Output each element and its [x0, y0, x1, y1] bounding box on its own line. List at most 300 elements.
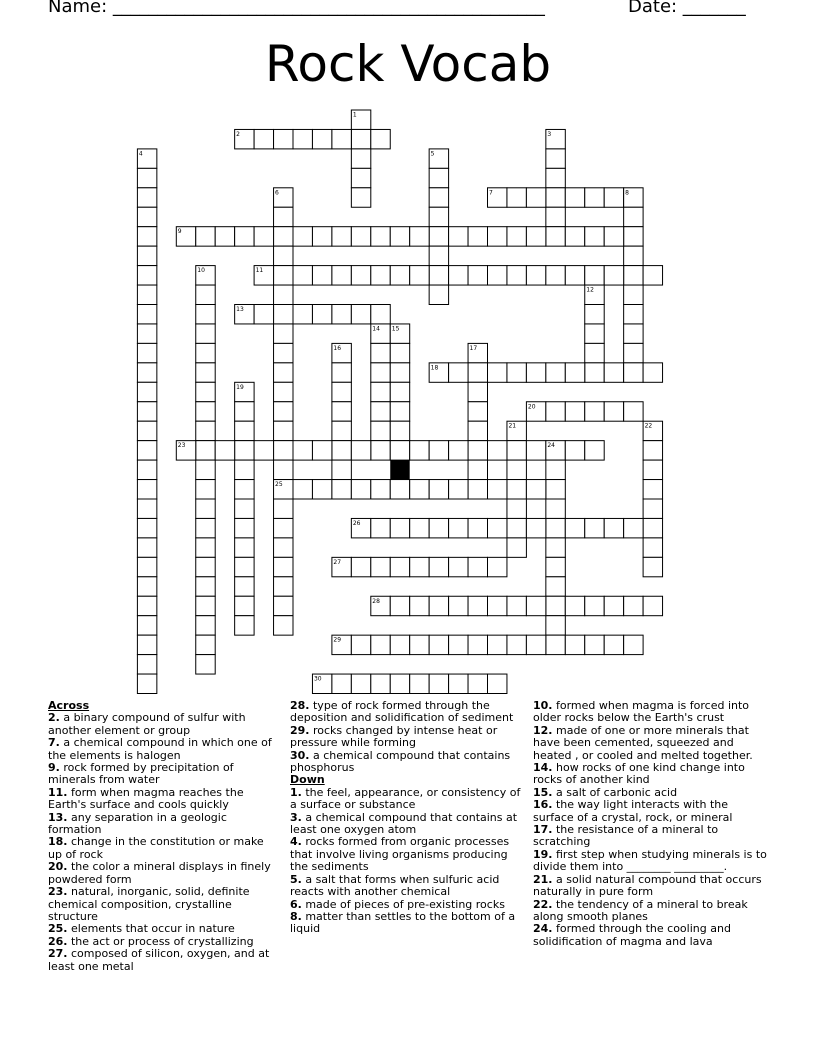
grid-cell[interactable]: [410, 480, 429, 499]
grid-cell[interactable]: [293, 129, 312, 148]
grid-cell[interactable]: [507, 480, 526, 499]
grid-cell[interactable]: [137, 480, 156, 499]
grid-cell[interactable]: [274, 207, 293, 226]
grid-cell[interactable]: [546, 188, 565, 207]
grid-cell[interactable]: [351, 149, 370, 168]
grid-cell[interactable]: [196, 305, 215, 324]
grid-cell[interactable]: [274, 616, 293, 635]
grid-cell[interactable]: [137, 382, 156, 401]
grid-cell[interactable]: [624, 285, 643, 304]
grid-cell[interactable]: [274, 441, 293, 460]
grid-cell[interactable]: [137, 305, 156, 324]
grid-cell[interactable]: [235, 480, 254, 499]
grid-cell[interactable]: [137, 188, 156, 207]
grid-cell[interactable]: [312, 227, 331, 246]
grid-cell[interactable]: [546, 480, 565, 499]
grid-cell[interactable]: [488, 480, 507, 499]
grid-cell[interactable]: [196, 635, 215, 654]
grid-cell[interactable]: [137, 266, 156, 285]
grid-cell[interactable]: [274, 382, 293, 401]
grid-cell[interactable]: [332, 305, 351, 324]
grid-cell[interactable]: [196, 538, 215, 557]
grid-cell[interactable]: [565, 635, 584, 654]
grid-cell[interactable]: [410, 635, 429, 654]
grid-cell[interactable]: [429, 227, 448, 246]
grid-cell[interactable]: [449, 363, 468, 382]
grid-cell[interactable]: [390, 518, 409, 537]
grid-cell[interactable]: [137, 538, 156, 557]
grid-cell[interactable]: [507, 227, 526, 246]
grid-cell[interactable]: [624, 402, 643, 421]
grid-cell[interactable]: [526, 596, 545, 615]
grid-cell[interactable]: [351, 227, 370, 246]
grid-cell[interactable]: [507, 266, 526, 285]
grid-cell[interactable]: [410, 557, 429, 576]
grid-cell[interactable]: [468, 557, 487, 576]
grid-cell[interactable]: [137, 402, 156, 421]
grid-cell[interactable]: [546, 538, 565, 557]
grid-cell[interactable]: [468, 480, 487, 499]
grid-cell[interactable]: [351, 129, 370, 148]
grid-cell[interactable]: [449, 518, 468, 537]
grid-cell[interactable]: [196, 421, 215, 440]
grid-cell[interactable]: [585, 518, 604, 537]
grid-cell[interactable]: [196, 343, 215, 362]
grid-cell[interactable]: [137, 518, 156, 537]
grid-cell[interactable]: [274, 305, 293, 324]
grid-cell[interactable]: [488, 596, 507, 615]
grid-cell[interactable]: [643, 518, 662, 537]
grid-cell[interactable]: [215, 441, 234, 460]
grid-cell[interactable]: [390, 227, 409, 246]
grid-cell[interactable]: [643, 480, 662, 499]
grid-cell[interactable]: [196, 499, 215, 518]
grid-cell[interactable]: [235, 402, 254, 421]
grid-cell[interactable]: [526, 635, 545, 654]
grid-cell[interactable]: [429, 635, 448, 654]
grid-cell[interactable]: [546, 363, 565, 382]
grid-cell[interactable]: [371, 441, 390, 460]
grid-cell[interactable]: [312, 305, 331, 324]
grid-cell[interactable]: [507, 596, 526, 615]
grid-cell[interactable]: [274, 518, 293, 537]
grid-cell[interactable]: [196, 480, 215, 499]
grid-cell[interactable]: [429, 557, 448, 576]
grid-cell[interactable]: [585, 402, 604, 421]
grid-cell[interactable]: [196, 577, 215, 596]
grid-cell[interactable]: [137, 168, 156, 187]
grid-cell[interactable]: [546, 460, 565, 479]
grid-cell[interactable]: [643, 441, 662, 460]
grid-cell[interactable]: [546, 616, 565, 635]
grid-cell[interactable]: [546, 596, 565, 615]
grid-cell[interactable]: [390, 635, 409, 654]
grid-cell[interactable]: [410, 674, 429, 693]
grid-cell[interactable]: [468, 421, 487, 440]
grid-cell[interactable]: [351, 266, 370, 285]
grid-cell[interactable]: [235, 460, 254, 479]
grid-cell[interactable]: [235, 441, 254, 460]
grid-cell[interactable]: [410, 266, 429, 285]
grid-cell[interactable]: [371, 402, 390, 421]
grid-cell[interactable]: [429, 188, 448, 207]
grid-cell[interactable]: [643, 499, 662, 518]
grid-cell[interactable]: [507, 499, 526, 518]
grid-cell[interactable]: [410, 596, 429, 615]
grid-cell[interactable]: [235, 557, 254, 576]
grid-cell[interactable]: [390, 421, 409, 440]
grid-cell[interactable]: [585, 188, 604, 207]
grid-cell[interactable]: [196, 363, 215, 382]
grid-cell[interactable]: [274, 460, 293, 479]
grid-cell[interactable]: [254, 441, 273, 460]
grid-cell[interactable]: [624, 635, 643, 654]
grid-cell[interactable]: [196, 596, 215, 615]
grid-cell[interactable]: [351, 168, 370, 187]
grid-cell[interactable]: [526, 518, 545, 537]
grid-cell[interactable]: [332, 363, 351, 382]
grid-cell[interactable]: [274, 266, 293, 285]
grid-cell[interactable]: [410, 518, 429, 537]
grid-cell[interactable]: [274, 363, 293, 382]
grid-cell[interactable]: [196, 285, 215, 304]
grid-cell[interactable]: [371, 635, 390, 654]
grid-cell[interactable]: [390, 557, 409, 576]
grid-cell[interactable]: [585, 266, 604, 285]
grid-cell[interactable]: [137, 499, 156, 518]
grid-cell[interactable]: [488, 266, 507, 285]
grid-cell[interactable]: [546, 266, 565, 285]
grid-cell[interactable]: [196, 227, 215, 246]
grid-cell[interactable]: [410, 227, 429, 246]
grid-cell[interactable]: [604, 363, 623, 382]
grid-cell[interactable]: [488, 441, 507, 460]
grid-cell[interactable]: [468, 441, 487, 460]
grid-cell[interactable]: [312, 266, 331, 285]
grid-cell[interactable]: [235, 421, 254, 440]
grid-cell[interactable]: [390, 402, 409, 421]
grid-cell[interactable]: [546, 557, 565, 576]
grid-cell[interactable]: [526, 266, 545, 285]
grid-cell[interactable]: [390, 674, 409, 693]
grid-cell[interactable]: [274, 538, 293, 557]
grid-cell[interactable]: [235, 499, 254, 518]
grid-cell[interactable]: [507, 635, 526, 654]
grid-cell[interactable]: [488, 518, 507, 537]
grid-cell[interactable]: [624, 246, 643, 265]
grid-cell[interactable]: [235, 538, 254, 557]
grid-cell[interactable]: [565, 441, 584, 460]
grid-cell[interactable]: [565, 188, 584, 207]
grid-cell[interactable]: [565, 402, 584, 421]
grid-cell[interactable]: [137, 557, 156, 576]
grid-cell[interactable]: [351, 188, 370, 207]
grid-cell[interactable]: [624, 518, 643, 537]
grid-cell[interactable]: [137, 616, 156, 635]
grid-cell[interactable]: [643, 557, 662, 576]
grid-cell[interactable]: [585, 596, 604, 615]
grid-cell[interactable]: [196, 518, 215, 537]
grid-cell[interactable]: [468, 402, 487, 421]
grid-cell[interactable]: [390, 382, 409, 401]
grid-cell[interactable]: [468, 266, 487, 285]
grid-cell[interactable]: [137, 674, 156, 693]
grid-cell[interactable]: [254, 129, 273, 148]
grid-cell[interactable]: [449, 674, 468, 693]
grid-cell[interactable]: [274, 324, 293, 343]
grid-cell[interactable]: [624, 324, 643, 343]
grid-cell[interactable]: [137, 635, 156, 654]
grid-cell[interactable]: [526, 363, 545, 382]
grid-cell[interactable]: [254, 227, 273, 246]
grid-cell[interactable]: [371, 480, 390, 499]
grid-cell[interactable]: [585, 324, 604, 343]
grid-cell[interactable]: [624, 596, 643, 615]
grid-cell[interactable]: [526, 227, 545, 246]
grid-cell[interactable]: [196, 324, 215, 343]
grid-cell[interactable]: [235, 227, 254, 246]
grid-cell[interactable]: [274, 129, 293, 148]
grid-cell[interactable]: [312, 129, 331, 148]
grid-cell[interactable]: [137, 207, 156, 226]
grid-cell[interactable]: [585, 305, 604, 324]
grid-cell[interactable]: [274, 285, 293, 304]
grid-cell[interactable]: [274, 402, 293, 421]
grid-cell[interactable]: [507, 363, 526, 382]
grid-cell[interactable]: [351, 674, 370, 693]
grid-cell[interactable]: [468, 227, 487, 246]
grid-cell[interactable]: [274, 596, 293, 615]
grid-cell[interactable]: [371, 343, 390, 362]
grid-cell[interactable]: [604, 266, 623, 285]
grid-cell[interactable]: [137, 596, 156, 615]
grid-cell[interactable]: [429, 246, 448, 265]
grid-cell[interactable]: [137, 441, 156, 460]
grid-cell[interactable]: [390, 343, 409, 362]
grid-cell[interactable]: [468, 596, 487, 615]
grid-cell[interactable]: [429, 207, 448, 226]
grid-cell[interactable]: [429, 266, 448, 285]
grid-cell[interactable]: [351, 635, 370, 654]
grid-cell[interactable]: [390, 363, 409, 382]
grid-cell[interactable]: [371, 518, 390, 537]
grid-cell[interactable]: [390, 266, 409, 285]
grid-cell[interactable]: [624, 305, 643, 324]
grid-cell[interactable]: [565, 518, 584, 537]
grid-cell[interactable]: [449, 480, 468, 499]
grid-cell[interactable]: [215, 227, 234, 246]
grid-cell[interactable]: [371, 557, 390, 576]
grid-cell[interactable]: [585, 363, 604, 382]
grid-cell[interactable]: [643, 538, 662, 557]
grid-cell[interactable]: [546, 577, 565, 596]
grid-cell[interactable]: [274, 421, 293, 440]
grid-cell[interactable]: [449, 596, 468, 615]
grid-cell[interactable]: [293, 266, 312, 285]
grid-cell[interactable]: [410, 441, 429, 460]
grid-cell[interactable]: [507, 188, 526, 207]
grid-cell[interactable]: [137, 363, 156, 382]
grid-cell[interactable]: [196, 460, 215, 479]
grid-cell[interactable]: [137, 246, 156, 265]
grid-cell[interactable]: [254, 305, 273, 324]
grid-cell[interactable]: [332, 441, 351, 460]
grid-cell[interactable]: [196, 402, 215, 421]
grid-cell[interactable]: [274, 343, 293, 362]
grid-cell[interactable]: [488, 635, 507, 654]
grid-cell[interactable]: [468, 363, 487, 382]
grid-cell[interactable]: [371, 674, 390, 693]
grid-cell[interactable]: [196, 616, 215, 635]
grid-cell[interactable]: [449, 557, 468, 576]
name-field[interactable]: Name: ________________________________________________: [48, 0, 545, 17]
grid-cell[interactable]: [643, 363, 662, 382]
grid-cell[interactable]: [643, 266, 662, 285]
grid-cell[interactable]: [293, 305, 312, 324]
grid-cell[interactable]: [332, 460, 351, 479]
grid-cell[interactable]: [371, 305, 390, 324]
grid-cell[interactable]: [488, 363, 507, 382]
grid-cell[interactable]: [371, 382, 390, 401]
grid-cell[interactable]: [332, 480, 351, 499]
grid-cell[interactable]: [332, 129, 351, 148]
grid-cell[interactable]: [488, 674, 507, 693]
grid-cell[interactable]: [371, 363, 390, 382]
grid-cell[interactable]: [468, 635, 487, 654]
grid-cell[interactable]: [488, 557, 507, 576]
grid-cell[interactable]: [332, 674, 351, 693]
grid-cell[interactable]: [624, 343, 643, 362]
grid-cell[interactable]: [332, 266, 351, 285]
grid-cell[interactable]: [585, 635, 604, 654]
grid-cell[interactable]: [546, 635, 565, 654]
grid-cell[interactable]: [429, 674, 448, 693]
grid-cell[interactable]: [371, 421, 390, 440]
grid-cell[interactable]: [137, 343, 156, 362]
grid-cell[interactable]: [546, 207, 565, 226]
grid-cell[interactable]: [488, 227, 507, 246]
grid-cell[interactable]: [468, 460, 487, 479]
grid-cell[interactable]: [468, 382, 487, 401]
grid-cell[interactable]: [235, 577, 254, 596]
grid-cell[interactable]: [371, 266, 390, 285]
grid-cell[interactable]: [196, 557, 215, 576]
grid-cell[interactable]: [274, 557, 293, 576]
grid-cell[interactable]: [429, 518, 448, 537]
date-field[interactable]: Date: _______: [628, 0, 746, 17]
grid-cell[interactable]: [546, 402, 565, 421]
grid-cell[interactable]: [332, 227, 351, 246]
grid-cell[interactable]: [429, 480, 448, 499]
grid-cell[interactable]: [274, 499, 293, 518]
grid-cell[interactable]: [546, 168, 565, 187]
grid-cell[interactable]: [137, 421, 156, 440]
grid-cell[interactable]: [312, 441, 331, 460]
grid-cell[interactable]: [274, 227, 293, 246]
grid-cell[interactable]: [624, 363, 643, 382]
grid-cell[interactable]: [449, 441, 468, 460]
grid-cell[interactable]: [507, 441, 526, 460]
grid-cell[interactable]: [565, 363, 584, 382]
grid-cell[interactable]: [643, 460, 662, 479]
grid-cell[interactable]: [624, 266, 643, 285]
grid-cell[interactable]: [235, 596, 254, 615]
grid-cell[interactable]: [604, 635, 623, 654]
grid-cell[interactable]: [332, 402, 351, 421]
grid-cell[interactable]: [137, 655, 156, 674]
grid-cell[interactable]: [585, 227, 604, 246]
grid-cell[interactable]: [332, 421, 351, 440]
grid-cell[interactable]: [507, 518, 526, 537]
grid-cell[interactable]: [565, 596, 584, 615]
grid-cell[interactable]: [137, 285, 156, 304]
grid-cell[interactable]: [546, 149, 565, 168]
grid-cell[interactable]: [526, 480, 545, 499]
grid-cell[interactable]: [546, 227, 565, 246]
grid-cell[interactable]: [624, 227, 643, 246]
grid-cell[interactable]: [449, 635, 468, 654]
grid-cell[interactable]: [585, 343, 604, 362]
grid-cell[interactable]: [390, 596, 409, 615]
grid-cell[interactable]: [312, 480, 331, 499]
grid-cell[interactable]: [274, 577, 293, 596]
grid-cell[interactable]: [235, 518, 254, 537]
grid-cell[interactable]: [390, 480, 409, 499]
grid-cell[interactable]: [429, 441, 448, 460]
grid-cell[interactable]: [137, 460, 156, 479]
grid-cell[interactable]: [351, 557, 370, 576]
grid-cell[interactable]: [351, 441, 370, 460]
grid-cell[interactable]: [137, 324, 156, 343]
grid-cell[interactable]: [293, 441, 312, 460]
grid-cell[interactable]: [196, 441, 215, 460]
grid-cell[interactable]: [449, 227, 468, 246]
grid-cell[interactable]: [137, 227, 156, 246]
grid-cell[interactable]: [371, 129, 390, 148]
grid-cell[interactable]: [565, 266, 584, 285]
grid-cell[interactable]: [643, 596, 662, 615]
grid-cell[interactable]: [604, 518, 623, 537]
grid-cell[interactable]: [274, 246, 293, 265]
grid-cell[interactable]: [351, 305, 370, 324]
grid-cell[interactable]: [429, 596, 448, 615]
grid-cell[interactable]: [137, 577, 156, 596]
grid-cell[interactable]: [585, 441, 604, 460]
grid-cell[interactable]: [604, 227, 623, 246]
grid-cell[interactable]: [565, 227, 584, 246]
grid-cell[interactable]: [429, 168, 448, 187]
grid-cell[interactable]: [449, 266, 468, 285]
grid-cell[interactable]: [196, 655, 215, 674]
grid-cell[interactable]: [196, 382, 215, 401]
grid-cell[interactable]: [429, 285, 448, 304]
grid-cell[interactable]: [351, 480, 370, 499]
grid-cell[interactable]: [526, 441, 545, 460]
grid-cell[interactable]: [371, 227, 390, 246]
grid-cell[interactable]: [390, 441, 409, 460]
grid-cell[interactable]: [468, 518, 487, 537]
grid-cell[interactable]: [293, 227, 312, 246]
grid-cell[interactable]: [604, 402, 623, 421]
grid-cell[interactable]: [546, 499, 565, 518]
grid-cell[interactable]: [604, 596, 623, 615]
grid-cell[interactable]: [526, 188, 545, 207]
grid-cell[interactable]: [293, 480, 312, 499]
grid-cell[interactable]: [507, 538, 526, 557]
grid-cell[interactable]: [546, 518, 565, 537]
grid-cell[interactable]: [507, 460, 526, 479]
grid-cell[interactable]: [235, 616, 254, 635]
